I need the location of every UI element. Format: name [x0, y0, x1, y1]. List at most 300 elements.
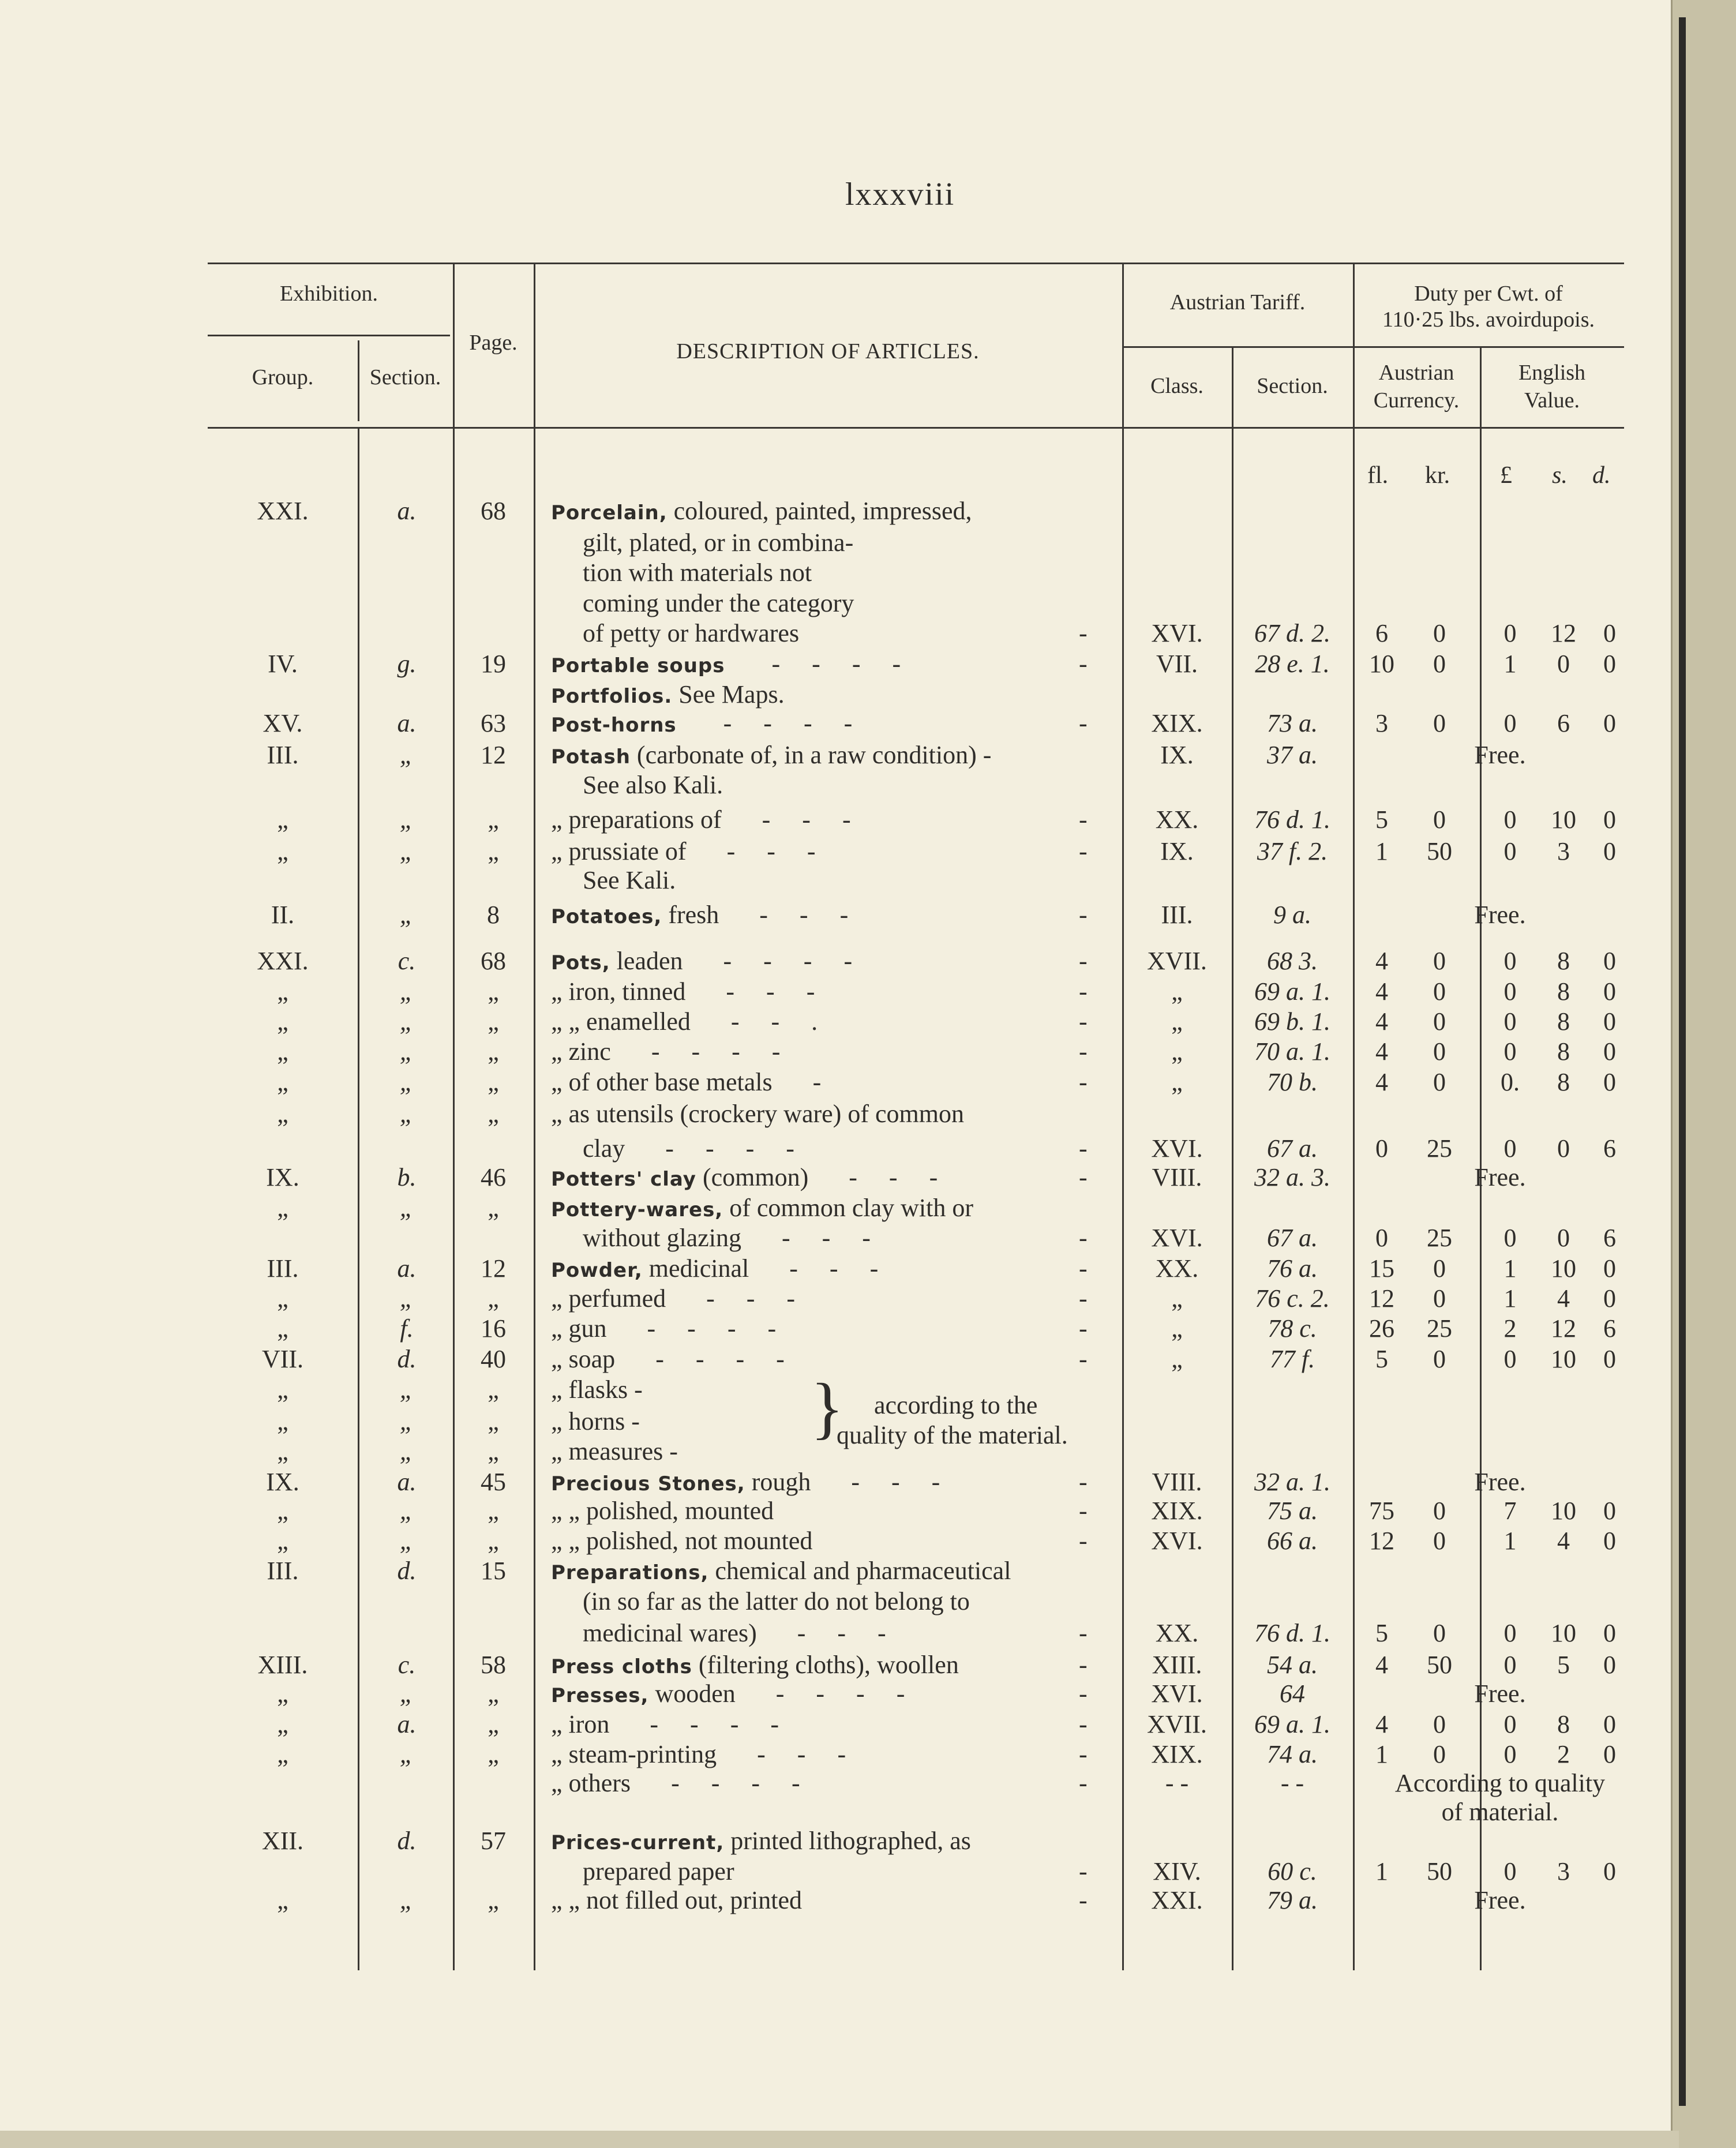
cell-fl: 26 [1369, 1314, 1394, 1343]
leader-dashes: - - - - [650, 1710, 792, 1738]
cell-fl: 75 [1369, 1497, 1394, 1525]
article-text: „ as utensils (crockery ware) of common [551, 1100, 964, 1128]
table-row [0, 1857, 1644, 1887]
cell-group: „ [277, 1194, 288, 1222]
cell-class: XVII. [1147, 1710, 1207, 1738]
cell-section: d. [397, 1345, 417, 1373]
cell-description [551, 837, 828, 867]
table-row [0, 740, 1644, 770]
cell-kr: 0 [1433, 1619, 1446, 1647]
cell-s: 0 [1557, 650, 1570, 678]
leader-end-dash: - [1079, 1651, 1088, 1679]
cell-ls: 0 [1503, 1224, 1517, 1252]
cell-ls: 0 [1503, 947, 1517, 975]
article-text: medicinal wares) [583, 1619, 757, 1647]
brace-note-2: quality of the material. [837, 1421, 1068, 1449]
cell-page: 45 [481, 1468, 506, 1496]
cell-class: XVI. [1151, 1527, 1203, 1555]
cell-tsec: 73 a. [1267, 709, 1318, 737]
cell-group: III. [267, 741, 299, 769]
cell-s: 10 [1551, 1254, 1576, 1283]
cell-description [583, 1618, 899, 1648]
article-name: Prices-current, [551, 1831, 725, 1854]
cell-kr: 0 [1433, 1254, 1446, 1283]
leader-dashes: - - - - [723, 947, 865, 975]
header-duty-1: Duty per Cwt. of [1414, 282, 1563, 306]
cell-s: 12 [1551, 1314, 1576, 1343]
header-austrian-currency-2: Currency. [1373, 388, 1460, 413]
header-austrian-currency-1: Austrian [1378, 361, 1454, 385]
cell-ls: 0 [1503, 619, 1517, 647]
cell-kr: 0 [1433, 1710, 1446, 1738]
cell-fl: 5 [1375, 1345, 1388, 1373]
cell-page: „ [488, 1284, 499, 1313]
header-exhibition: Exhibition. [280, 282, 378, 306]
cell-description [583, 1857, 734, 1887]
cell-d: 6 [1603, 1224, 1616, 1252]
cell-class: „ [1171, 1068, 1183, 1096]
cell-section: „ [399, 1037, 414, 1066]
cell-page: „ [488, 1407, 499, 1435]
cell-group: XII. [261, 1827, 304, 1855]
leader-end-dash: - [1079, 805, 1088, 834]
cell-fl: 12 [1369, 1284, 1394, 1313]
cell-section: a. [397, 709, 417, 737]
cell-section: b. [397, 1163, 417, 1191]
cell-page: 15 [481, 1557, 506, 1585]
cell-group: „ [277, 1437, 288, 1465]
leader-end-dash: - [1079, 1224, 1088, 1252]
cell-fl: 1 [1375, 1740, 1388, 1768]
leader-end-dash: - [1079, 709, 1088, 737]
cell-free: Free. [1474, 1163, 1526, 1191]
cell-page: 63 [481, 709, 506, 737]
cell-d: 0 [1603, 947, 1616, 975]
article-name: Press cloths [551, 1655, 692, 1678]
leader-dashes: - - - [706, 1284, 808, 1313]
cell-s: 10 [1551, 1345, 1576, 1373]
article-text: (common) [702, 1163, 809, 1191]
cell-class: XVI. [1151, 1680, 1203, 1708]
article-text: „ „ polished, not mounted [551, 1527, 813, 1555]
article-name: Pots, [551, 951, 610, 974]
cell-free: Free. [1474, 741, 1526, 769]
leader-end-dash: - [1079, 1680, 1088, 1708]
table-row [0, 770, 1644, 800]
article-name: Portfolios. [551, 685, 673, 708]
cell-d: 0 [1603, 1651, 1616, 1679]
cell-description [583, 588, 854, 618]
cell-d: 0 [1603, 1254, 1616, 1283]
cell-class: III. [1161, 901, 1193, 929]
cell-section: a. [397, 1468, 417, 1496]
cell-description [551, 708, 865, 740]
cell-class: VII. [1156, 650, 1198, 678]
article-text: See also Kali. [583, 771, 723, 799]
leader-dashes: - - - - [647, 1314, 789, 1343]
cell-tsec: 9 a. [1273, 901, 1311, 929]
table-row [0, 1556, 1644, 1586]
leader-end-dash: - [1079, 1740, 1088, 1768]
cell-kr: 0 [1433, 1345, 1446, 1373]
cell-s: 8 [1557, 947, 1570, 975]
unit-fl: fl. [1367, 462, 1389, 489]
cell-group: IX. [266, 1163, 299, 1191]
leader-end-dash: - [1079, 1345, 1088, 1373]
cell-free: Free. [1474, 1680, 1526, 1708]
leader-end-dash: - [1079, 1769, 1088, 1797]
cell-class: XVI. [1151, 619, 1203, 647]
cell-class: IX. [1160, 741, 1194, 769]
article-text: „ flasks - [551, 1375, 643, 1404]
cell-d: 0 [1603, 619, 1616, 647]
cell-class: XIII. [1152, 1651, 1202, 1679]
cell-tsec: 66 a. [1267, 1527, 1318, 1555]
cell-group: „ [277, 805, 288, 834]
cell-s: 4 [1557, 1527, 1570, 1555]
cell-section: a. [397, 1254, 417, 1283]
cell-tsec: 69 b. 1. [1254, 1007, 1330, 1036]
cell-group: „ [277, 1497, 288, 1525]
cell-section: g. [397, 650, 417, 678]
cell-ls: 0 [1503, 1740, 1517, 1768]
cell-fl: 1 [1375, 1857, 1388, 1885]
table-row [0, 977, 1644, 1007]
leader-end-dash: - [1079, 1134, 1088, 1163]
brace-note-1: according to the [874, 1391, 1038, 1419]
header-bottom-rule [208, 427, 1624, 429]
article-text: „ soap [551, 1345, 616, 1373]
cell-tsec: 32 a. 3. [1254, 1163, 1330, 1191]
cell-group: „ [277, 1886, 288, 1914]
cell-group: „ [277, 1284, 288, 1313]
cell-class: XX. [1155, 1619, 1199, 1647]
leader-dashes: - - - [849, 1163, 951, 1191]
cell-description [551, 1067, 834, 1097]
cell-class: XVII. [1147, 947, 1207, 975]
cell-ls: 0 [1503, 837, 1517, 865]
cell-description [583, 558, 812, 588]
cell-page: „ [488, 837, 499, 865]
cell-description [551, 805, 864, 835]
table-row [0, 1223, 1644, 1253]
cell-page: „ [488, 1437, 499, 1465]
cell-ls: 0. [1501, 1068, 1520, 1096]
article-text: leaden [616, 947, 683, 975]
leader-end-dash: - [1079, 1037, 1088, 1066]
cell-kr: 50 [1427, 1651, 1452, 1679]
table-top-rule [208, 263, 1624, 264]
article-name: Presses, [551, 1684, 649, 1707]
cell-class: XXI. [1151, 1886, 1203, 1914]
cell-fl: 1 [1375, 837, 1388, 865]
article-text: „ prussiate of [551, 837, 687, 865]
header-duty-2: 110·25 lbs. avoirdupois. [1382, 308, 1595, 332]
cell-description [551, 1407, 640, 1437]
cell-description [551, 1037, 793, 1067]
cell-class: XIX. [1151, 1497, 1203, 1525]
cell-class: VIII. [1152, 1468, 1202, 1496]
cell-class: „ [1171, 1314, 1183, 1343]
cell-description [551, 1710, 792, 1740]
leader-end-dash: - [1079, 977, 1088, 1006]
cell-page: „ [488, 1710, 499, 1738]
article-text: „ „ enamelled [551, 1007, 691, 1036]
cell-s: 4 [1557, 1284, 1570, 1313]
cell-group: „ [277, 1740, 288, 1768]
cell-section: „ [399, 1497, 414, 1525]
cell-s: 0 [1557, 1224, 1570, 1252]
cell-section: „ [399, 1100, 414, 1128]
header-page: Page. [469, 331, 518, 355]
cell-description [551, 649, 913, 681]
cell-class: XX. [1155, 1254, 1199, 1283]
table-row [0, 1826, 1644, 1856]
cell-group: XV. [263, 709, 303, 737]
cell-free: Free. [1474, 901, 1526, 929]
leader-dashes: - - - [789, 1254, 891, 1283]
table-row [0, 680, 1644, 710]
cell-ls: 0 [1503, 1710, 1517, 1738]
cell-group: IV. [268, 650, 298, 678]
table-row [0, 1618, 1644, 1648]
cell-description [551, 1193, 973, 1225]
table-row [0, 946, 1644, 976]
cell-kr: 0 [1433, 1068, 1446, 1096]
cell-d: 0 [1603, 1527, 1616, 1555]
leader-dashes: - - . [730, 1007, 831, 1036]
cell-page: 68 [481, 497, 506, 525]
leader-dashes: - - - - [665, 1134, 807, 1163]
cell-fl: 0 [1375, 1224, 1388, 1252]
cell-kr: 0 [1433, 1740, 1446, 1768]
cell-free: Free. [1474, 1886, 1526, 1914]
cell-page: 46 [481, 1163, 506, 1191]
cell-section: „ [399, 1068, 414, 1096]
leader-end-dash: - [1079, 901, 1088, 929]
cell-class: „ [1171, 1284, 1183, 1313]
unit-kr: kr. [1425, 462, 1450, 489]
cell-kr: 0 [1433, 619, 1446, 647]
cell-ls: 0 [1503, 1007, 1517, 1036]
cell-s: 8 [1557, 1710, 1570, 1738]
cell-d: 0 [1603, 837, 1616, 865]
cell-d: 0 [1603, 650, 1616, 678]
cell-s: 8 [1557, 1037, 1570, 1066]
cell-group: „ [277, 1375, 288, 1404]
cell-class: XIX. [1151, 1740, 1203, 1768]
cell-d: 0 [1603, 805, 1616, 834]
cell-description [583, 528, 853, 558]
header-austrian-tariff: Austrian Tariff. [1169, 290, 1306, 314]
table-row [0, 1710, 1644, 1740]
cell-page: „ [488, 1037, 499, 1066]
brace-icon: } [811, 1369, 844, 1446]
page-bottom-edge [0, 2131, 1679, 2148]
article-text: See Kali. [583, 866, 676, 894]
cell-class: IX. [1160, 837, 1194, 865]
cell-s: 10 [1551, 805, 1576, 834]
cell-ls: 1 [1503, 650, 1517, 678]
article-text: of petty or hardwares [583, 619, 800, 647]
cell-page: 58 [481, 1651, 506, 1679]
table-row [0, 588, 1644, 618]
cell-class: „ [1171, 977, 1183, 1006]
cell-class: XIV. [1153, 1857, 1201, 1885]
leader-dashes: - - - [726, 977, 828, 1006]
cell-fl: 5 [1375, 805, 1388, 834]
leader-dashes: - - - - [671, 1769, 813, 1797]
table-row [0, 1526, 1644, 1556]
article-text: chemical and pharmaceutical [715, 1557, 1011, 1585]
cell-tsec: 68 3. [1267, 947, 1318, 975]
cell-s: 0 [1557, 1134, 1570, 1163]
cell-section: „ [399, 741, 414, 769]
article-text: See Maps. [678, 680, 785, 708]
article-name: Precious Stones, [551, 1472, 745, 1495]
cell-section: c. [398, 1651, 416, 1679]
cell-s: 8 [1557, 1007, 1570, 1036]
cell-tsec: 37 f. 2. [1257, 837, 1328, 865]
cell-fl: 3 [1375, 709, 1388, 737]
cell-page: 12 [481, 1254, 506, 1283]
cell-d: 0 [1603, 1037, 1616, 1066]
cell-kr: 0 [1433, 977, 1446, 1006]
cell-section: „ [399, 1007, 414, 1036]
cell-fl: 12 [1369, 1527, 1394, 1555]
unit-pound: £ [1500, 462, 1512, 489]
cell-page: 19 [481, 650, 506, 678]
cell-section: „ [399, 837, 414, 865]
cell-ls: 0 [1503, 977, 1517, 1006]
cell-d: 0 [1603, 1619, 1616, 1647]
leader-dashes: - - - [726, 837, 828, 865]
cell-group: „ [277, 1007, 288, 1036]
cell-fl: 10 [1369, 650, 1394, 678]
header-english-value-2: Value. [1524, 388, 1580, 413]
cell-section: „ [399, 1680, 414, 1708]
cell-fl: 4 [1375, 947, 1388, 975]
cell-s: 5 [1557, 1651, 1570, 1679]
article-name: Potters' clay [551, 1168, 696, 1191]
cell-section: c. [398, 947, 416, 975]
cell-tsec: 60 c. [1268, 1857, 1317, 1885]
cell-page: 12 [481, 741, 506, 769]
cell-page: 57 [481, 1827, 506, 1855]
leader-end-dash: - [1079, 619, 1088, 647]
table-row [0, 837, 1644, 867]
cell-page: „ [488, 977, 499, 1006]
cell-free: Free. [1474, 1468, 1526, 1496]
cell-d: 0 [1603, 1068, 1616, 1096]
cell-description [551, 1254, 891, 1285]
cell-tsec: 37 a. [1267, 741, 1318, 769]
cell-group: „ [277, 1407, 288, 1435]
cell-group: XXI. [257, 947, 309, 975]
cell-section: a. [397, 497, 417, 525]
article-name: Pottery-wares, [551, 1198, 723, 1221]
cell-d: 6 [1603, 1134, 1616, 1163]
cell-page: „ [488, 805, 499, 834]
leader-dashes: - - - - [775, 1680, 918, 1708]
table-row [0, 618, 1644, 648]
unit-s: s. [1552, 462, 1568, 489]
header-group: Group. [252, 365, 314, 389]
cell-description [551, 977, 827, 1007]
unit-d: d. [1592, 462, 1611, 489]
cell-description [551, 1496, 774, 1526]
cell-fl: 4 [1375, 1007, 1388, 1036]
article-name: Post-horns [551, 714, 677, 737]
cell-description [551, 1650, 959, 1682]
cell-description [583, 770, 723, 800]
cell-description [551, 1437, 678, 1467]
cell-class: VIII. [1152, 1163, 1202, 1191]
cell-s: 12 [1551, 619, 1576, 647]
cell-fl: 15 [1369, 1254, 1394, 1283]
cell-group: „ [277, 1680, 288, 1708]
cell-fl: 4 [1375, 1651, 1388, 1679]
article-text: without glazing [583, 1224, 741, 1252]
leader-dashes: - - - - [655, 1345, 797, 1373]
cell-tsec: 28 e. 1. [1255, 650, 1330, 678]
table-row [0, 1679, 1644, 1709]
cell-description [551, 1556, 1011, 1588]
table-row [0, 900, 1644, 930]
cell-description [583, 1587, 970, 1617]
cell-ls: 1 [1503, 1254, 1517, 1283]
cell-s: 10 [1551, 1497, 1576, 1525]
article-text: wooden [655, 1680, 736, 1708]
cell-description [551, 1467, 953, 1499]
table-row [0, 805, 1644, 835]
cell-s: 10 [1551, 1619, 1576, 1647]
leader-end-dash: - [1079, 1857, 1088, 1885]
cell-description [551, 1679, 917, 1711]
cell-ls: 0 [1503, 1651, 1517, 1679]
cell-page: „ [488, 1007, 499, 1036]
article-text: „ iron, tinned [551, 977, 686, 1006]
cell-ls: 0 [1503, 1345, 1517, 1373]
cell-ls: 0 [1503, 1037, 1517, 1066]
cell-description [551, 1768, 813, 1798]
article-name: Portable soups [551, 654, 725, 677]
leader-end-dash: - [1079, 1497, 1088, 1525]
cell-description [583, 865, 676, 895]
cell-tsec: 69 a. 1. [1254, 977, 1330, 1006]
cell-page: „ [488, 1886, 499, 1914]
cell-group: „ [277, 1314, 288, 1343]
article-text: „ zinc [551, 1037, 611, 1066]
table-row [0, 528, 1644, 558]
binding-shadow [1679, 17, 1686, 2106]
article-text: „ perfumed [551, 1284, 666, 1313]
table-row [0, 1797, 1644, 1827]
cell-free: of material. [1441, 1798, 1559, 1826]
cell-page: „ [488, 1680, 499, 1708]
cell-class: XX. [1155, 805, 1199, 834]
table-row [0, 1467, 1644, 1497]
cell-section: „ [399, 977, 414, 1006]
cell-s: 3 [1557, 1857, 1570, 1885]
table-row [0, 1007, 1644, 1037]
table-row [0, 1067, 1644, 1097]
article-text: „ preparations of [551, 805, 722, 834]
leader-end-dash: - [1079, 1284, 1088, 1313]
cell-tsec: 70 b. [1267, 1068, 1318, 1096]
cell-group: „ [277, 1710, 288, 1738]
cell-d: 0 [1603, 1007, 1616, 1036]
